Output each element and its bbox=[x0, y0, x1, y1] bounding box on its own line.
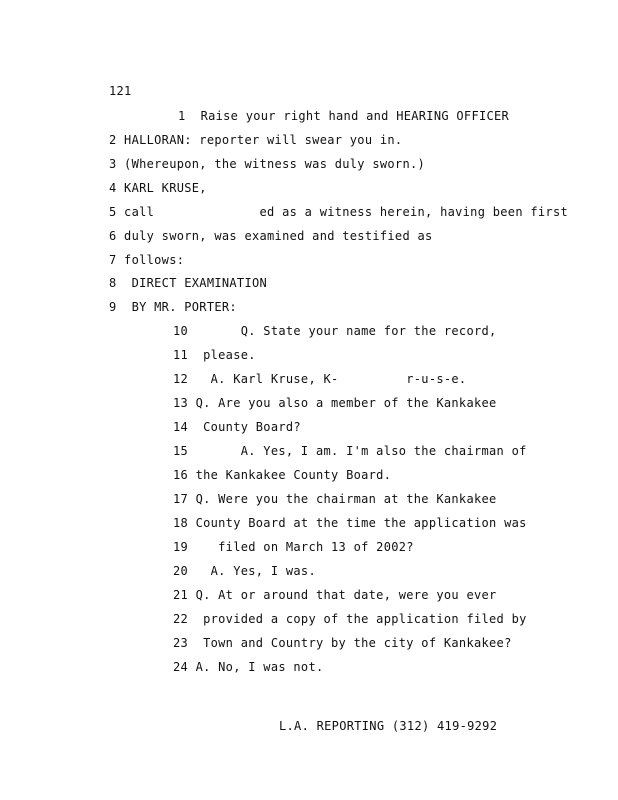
transcript-line-17: 17 Q. Were you the chairman at the Kankakee bbox=[173, 492, 497, 506]
transcript-line-12: 12 A. Karl Kruse, K- r-u-s-e. bbox=[173, 372, 467, 386]
reporter-footer: L.A. REPORTING (312) 419-9292 bbox=[279, 719, 498, 733]
transcript-line-7: 7 follows: bbox=[109, 253, 185, 267]
transcript-line-22: 22 provided a copy of the application filed by bbox=[173, 612, 527, 626]
transcript-line-20: 20 A. Yes, I was. bbox=[173, 564, 316, 578]
page-number: 121 bbox=[109, 84, 132, 98]
transcript-line-11: 11 please. bbox=[173, 348, 256, 362]
transcript-line-15: 15 A. Yes, I am. I'm also the chairman of bbox=[173, 444, 527, 458]
transcript-line-5: 5 call ed as a witness herein, having been first bbox=[109, 205, 569, 219]
transcript-line-23: 23 Town and Country by the city of Kankakee? bbox=[173, 636, 512, 650]
transcript-line-16: 16 the Kankakee County Board. bbox=[173, 468, 392, 482]
transcript-line-9: 9 BY MR. PORTER: bbox=[109, 300, 237, 314]
transcript-line-6: 6 duly sworn, was examined and testified as bbox=[109, 229, 433, 243]
transcript-line-21: 21 Q. At or around that date, were you ever bbox=[173, 588, 497, 602]
transcript-line-2: 2 HALLORAN: reporter will swear you in. bbox=[109, 133, 403, 147]
transcript-line-1: 1 Raise your right hand and HEARING OFFICER bbox=[178, 109, 510, 123]
transcript-line-10: 10 Q. State your name for the record, bbox=[173, 324, 497, 338]
transcript-line-18: 18 County Board at the time the application was bbox=[173, 516, 527, 530]
transcript-line-19: 19 filed on March 13 of 2002? bbox=[173, 540, 414, 554]
transcript-line-14: 14 County Board? bbox=[173, 420, 301, 434]
transcript-line-3: 3 (Whereupon, the witness was duly sworn.) bbox=[109, 157, 426, 171]
transcript-line-24: 24 A. No, I was not. bbox=[173, 660, 324, 674]
transcript-line-8: 8 DIRECT EXAMINATION bbox=[109, 276, 268, 290]
transcript-line-4: 4 KARL KRUSE, bbox=[109, 181, 207, 195]
transcript-line-13: 13 Q. Are you also a member of the Kankakee bbox=[173, 396, 497, 410]
